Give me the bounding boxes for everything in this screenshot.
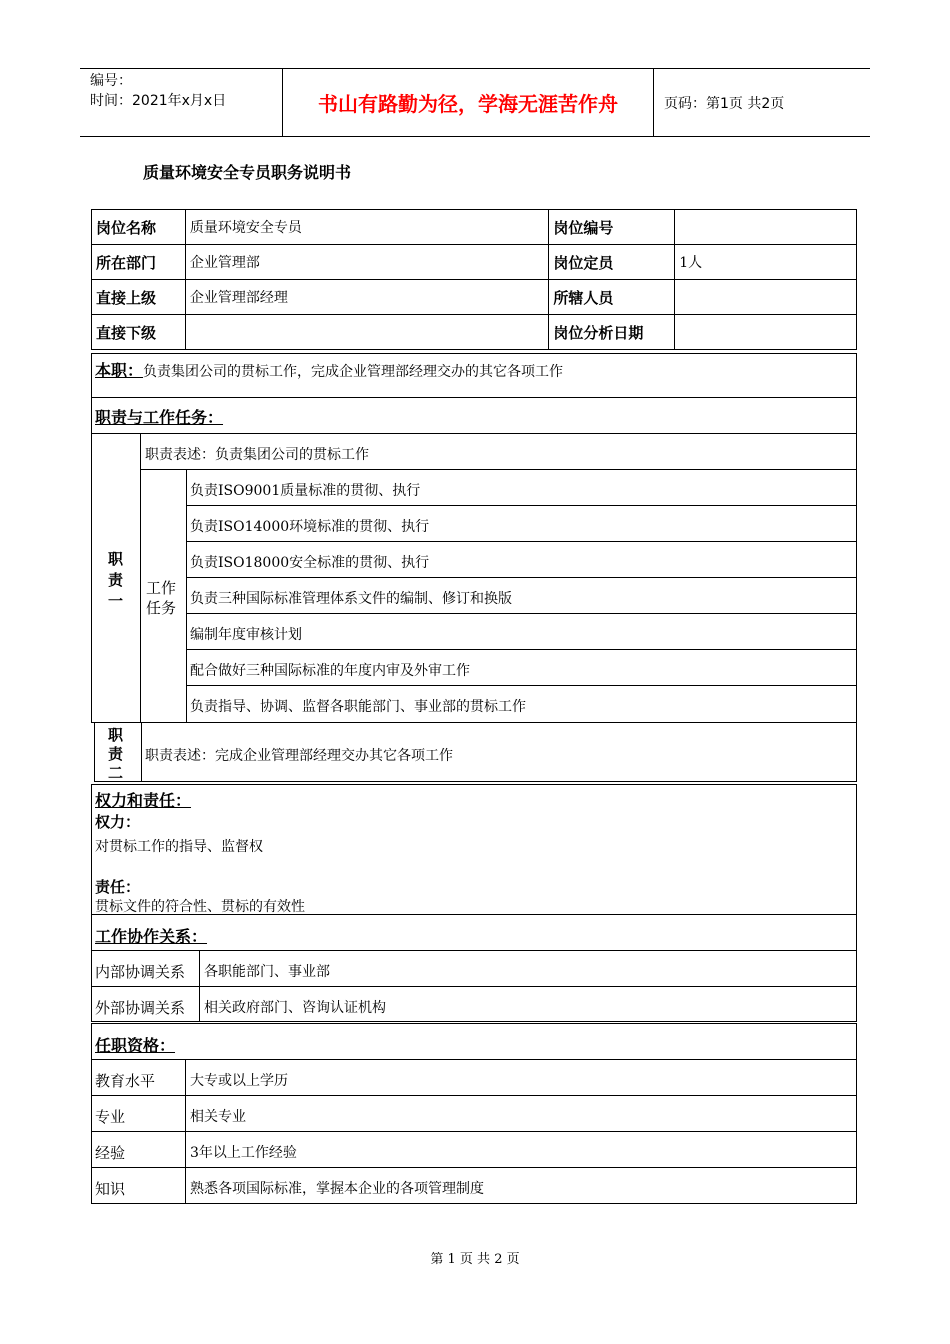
table-row (92, 245, 857, 280)
table-row (92, 210, 857, 245)
field-label: 所在部门 (92, 245, 186, 280)
task-item: 负责指导、协调、监督各职能部门、事业部的贯标工作 (190, 699, 526, 715)
time-label: 时间：2021年x月x日 (90, 93, 227, 109)
field-label: 岗位编号 (549, 210, 675, 245)
header-motto: 书山有路勤为径，学海无涯苦作舟 (282, 69, 654, 136)
responsibility-text: 贯标文件的符合性、贯标的有效性 (95, 899, 305, 915)
field-label: 直接上级 (92, 280, 186, 315)
field-value (675, 280, 857, 315)
duty1-label: 职 责 一 (108, 550, 124, 610)
tasks-label: 工作 任务 (146, 579, 177, 617)
number-label: 编号： (90, 73, 132, 89)
field-label: 岗位定员 (549, 245, 675, 280)
field-value (185, 315, 548, 350)
field-value (675, 210, 857, 245)
qualification-value: 3年以上工作经验 (190, 1145, 297, 1161)
qualification-value: 熟悉各项国际标准，掌握本企业的各项管理制度 (190, 1181, 484, 1197)
header-page-info: 页码：第1页 共2页 (664, 95, 785, 112)
task-item: 负责ISO18000安全标准的贯彻、执行 (190, 555, 430, 571)
qualification-label: 教育水平 (95, 1072, 156, 1090)
basic-info-table (91, 209, 857, 350)
qualification-label: 经验 (95, 1144, 126, 1162)
qualification-value: 大专或以上学历 (190, 1073, 288, 1089)
core-duty-label: 本职： (95, 361, 144, 380)
field-value: 企业管理部 (185, 245, 548, 280)
duty1-statement: 职责表述：负责集团公司的贯标工作 (145, 447, 369, 463)
relation-value: 相关政府部门、咨询认证机构 (204, 1000, 386, 1016)
power-label: 权力： (95, 813, 141, 831)
duty2-label: 职 责 二 (108, 726, 124, 780)
core-duty-text: 负责集团公司的贯标工作，完成企业管理部经理交办的其它各项工作 (143, 364, 564, 380)
relation-label: 外部协调关系 (95, 999, 186, 1017)
task-item: 负责三种国际标准管理体系文件的编制、修订和换版 (190, 591, 512, 607)
field-value: 企业管理部经理 (185, 280, 548, 315)
relations-section-title: 工作协作关系： (95, 927, 208, 946)
qualification-label: 专业 (95, 1108, 126, 1126)
responsibility-label: 责任： (95, 878, 141, 896)
relation-value: 各职能部门、事业部 (204, 964, 330, 980)
page-footer: 第 1 页 共 2 页 (430, 1252, 520, 1267)
duty2-statement: 职责表述：完成企业管理部经理交办其它各项工作 (145, 748, 453, 764)
qualification-value: 相关专业 (190, 1109, 246, 1125)
field-label: 直接下级 (92, 315, 186, 350)
field-label: 岗位分析日期 (549, 315, 675, 350)
task-item: 编制年度审核计划 (190, 627, 302, 643)
qualifications-section-title: 任职资格： (95, 1036, 176, 1055)
table-row (92, 315, 857, 350)
task-item: 配合做好三种国际标准的年度内审及外审工作 (190, 663, 470, 679)
duties-section-title: 职责与工作任务： (95, 408, 224, 427)
table-row (92, 280, 857, 315)
header-meta (80, 69, 280, 136)
qualification-label: 知识 (95, 1180, 126, 1198)
core-duty (95, 358, 563, 381)
power-text: 对贯标工作的指导、监督权 (95, 839, 263, 855)
field-label: 岗位名称 (92, 210, 186, 245)
field-value (675, 315, 857, 350)
field-label: 所辖人员 (549, 280, 675, 315)
authority-section-title: 权力和责任： (95, 791, 192, 810)
field-value: 质量环境安全专员 (185, 210, 548, 245)
page-header (80, 68, 870, 137)
task-item: 负责ISO9001质量标准的贯彻、执行 (190, 483, 421, 499)
document-title: 质量环境安全专员职务说明书 (143, 163, 352, 182)
relation-label: 内部协调关系 (95, 963, 186, 981)
task-item: 负责ISO14000环境标准的贯彻、执行 (190, 519, 430, 535)
field-value: 1人 (675, 245, 857, 280)
